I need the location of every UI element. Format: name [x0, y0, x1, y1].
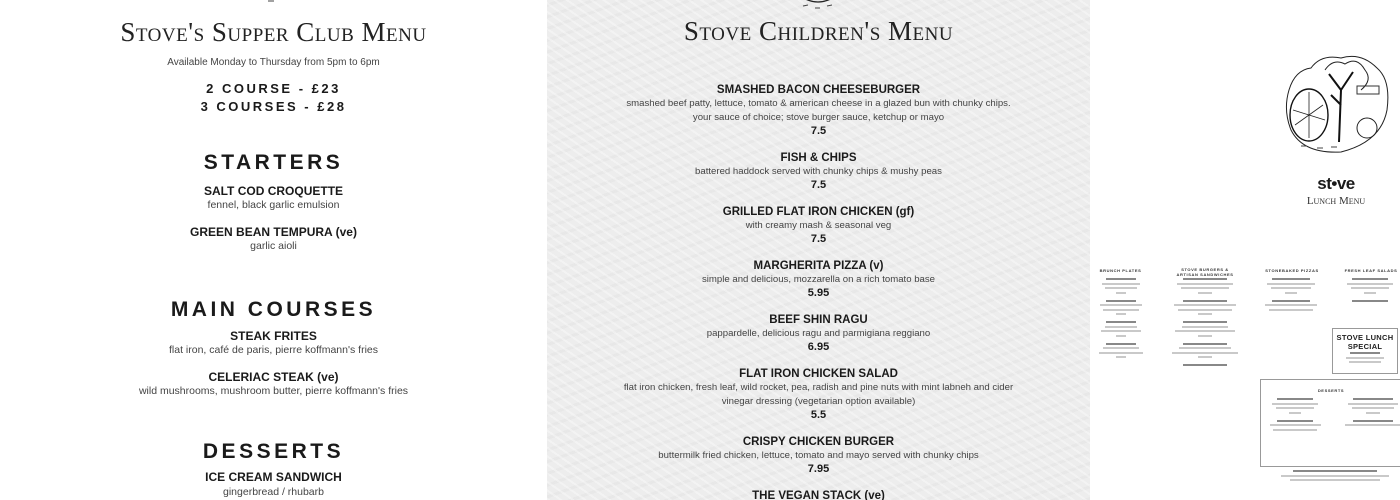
- menu-title: Stove Children's Menu: [683, 16, 954, 46]
- menu-item-price: 6.95: [807, 341, 830, 353]
- menu-item-price: 5.95: [807, 287, 830, 299]
- desserts-heading: DESSERTS: [202, 440, 345, 463]
- menu-item-desc: with creamy mash & seasonal veg: [745, 220, 892, 231]
- menu-item-price: 7.5: [810, 125, 827, 137]
- menu-item-name: GREEN BEAN TEMPURA (ve): [190, 225, 357, 239]
- fine-print-block: [1260, 278, 1322, 313]
- childrens-menu-page: [547, 0, 1090, 500]
- section-fresh-leaf-salads: FRESH LEAF SALADS: [1344, 268, 1398, 273]
- starters-heading: STARTERS: [203, 151, 344, 174]
- menu-item-name: MARGHERITA PIZZA (v): [753, 260, 884, 272]
- menu-item: [617, 489, 1020, 500]
- menu-item-name: THE VEGAN STACK (ve): [752, 490, 885, 500]
- availability-note: Available Monday to Thursday from 5pm to 6pm: [167, 57, 380, 68]
- lunch-menu-title: Lunch Menu: [1306, 195, 1366, 207]
- stove-logo-icon: [785, 0, 851, 12]
- menu-item-name: ICE CREAM SANDWICH: [205, 470, 342, 484]
- childrens-menu-items: [617, 83, 1020, 500]
- menu-item-name: STEAK FRITES: [230, 329, 317, 343]
- menu-item-price: 7.5: [810, 179, 827, 191]
- menu-item-price: 7.95: [807, 463, 830, 475]
- fine-print-block: [1265, 470, 1400, 484]
- menu-item-desc: battered haddock served with chunky chips & mushy peas: [695, 166, 942, 177]
- menu-item: [617, 205, 1020, 246]
- menu-item-desc: flat iron, café de paris, pierre koffmann's fries: [169, 344, 378, 356]
- menu-item-name: FLAT IRON CHICKEN SALAD: [739, 368, 898, 380]
- fine-print-block: [1168, 278, 1242, 369]
- section-brunch-plates: BRUNCH PLATES: [1099, 268, 1142, 273]
- section-burgers-sandwiches: STOVE BURGERS & ARTISAN SANDWICHES: [1176, 267, 1234, 277]
- lunch-special-box: [1332, 328, 1398, 374]
- menu-item: [617, 83, 1020, 138]
- two-course-price: 2 COURSE - £23: [206, 81, 341, 96]
- stove-logo-icon: [240, 0, 306, 6]
- menu-item-name: GRILLED FLAT IRON CHICKEN (gf): [722, 206, 915, 218]
- brand-wordmark: st•ve: [1317, 174, 1355, 193]
- menu-item-desc: garlic aioli: [250, 240, 297, 252]
- menu-item: [617, 151, 1020, 192]
- menu-item-desc: buttermilk fried chicken, lettuce, tomato and mayo served with chunky chips: [658, 450, 979, 461]
- menu-item-name: CELERIAC STEAK (ve): [208, 370, 339, 384]
- lunch-menu-page: [1090, 0, 1400, 500]
- menu-item-price: 7.5: [810, 233, 827, 245]
- menu-item-desc: wild mushrooms, mushroom butter, pierre koffmann's fries: [138, 385, 409, 397]
- menu-item: [617, 367, 1020, 422]
- menu-item-name: CRISPY CHICKEN BURGER: [742, 436, 895, 448]
- menu-item: [617, 259, 1020, 300]
- section-lunch-special: STOVE LUNCH SPECIAL: [1336, 333, 1394, 351]
- menu-item-name: BEEF SHIN RAGU: [769, 314, 868, 326]
- fine-print-block: [1340, 278, 1400, 304]
- menu-item-desc: fennel, black garlic emulsion: [207, 199, 340, 211]
- fine-print-block: [1265, 398, 1325, 433]
- menu-item: [617, 435, 1020, 476]
- stove-illustration-logo-icon: [1281, 50, 1393, 155]
- menu-item-name: SMASHED BACON CHEESEBURGER: [716, 84, 921, 96]
- menu-item-desc: smashed beef patty, lettuce, tomato & american cheese in a glazed bun with chunky chips. your sauce of choice; stove burger sauce, ketchup or mayo: [626, 98, 1011, 123]
- fine-print-block: [1096, 278, 1146, 364]
- menu-item-name: SALT COD CROQUETTE: [203, 184, 344, 198]
- section-stonebaked-pizzas: STONEBAKED PIZZAS: [1265, 268, 1319, 273]
- section-desserts: DESSERTS: [1317, 388, 1345, 393]
- menu-item: [617, 313, 1020, 354]
- menu-item-name: FISH & CHIPS: [780, 152, 857, 164]
- menu-title: Stove's Supper Club Menu: [120, 17, 427, 47]
- main-courses-heading: MAIN COURSES: [170, 298, 377, 321]
- supper-club-menu-page: [0, 0, 547, 500]
- menu-item-desc: flat iron chicken, fresh leaf, wild rocket, pea, radish and pine nuts with mint labneh and cider vinegar dressing (vegetarian option available): [623, 382, 1014, 407]
- fine-print-block: [1340, 352, 1390, 366]
- three-course-price: 3 COURSES - £28: [200, 99, 347, 114]
- menu-item-desc: pappardelle, delicious ragu and parmigiana reggiano: [706, 328, 931, 339]
- menu-item-price: 5.5: [810, 409, 827, 421]
- menu-item-desc: gingerbread / rhubarb: [223, 486, 324, 498]
- fine-print-block: [1340, 398, 1400, 429]
- menu-item-desc: simple and delicious, mozzarella on a rich tomato base: [701, 274, 936, 285]
